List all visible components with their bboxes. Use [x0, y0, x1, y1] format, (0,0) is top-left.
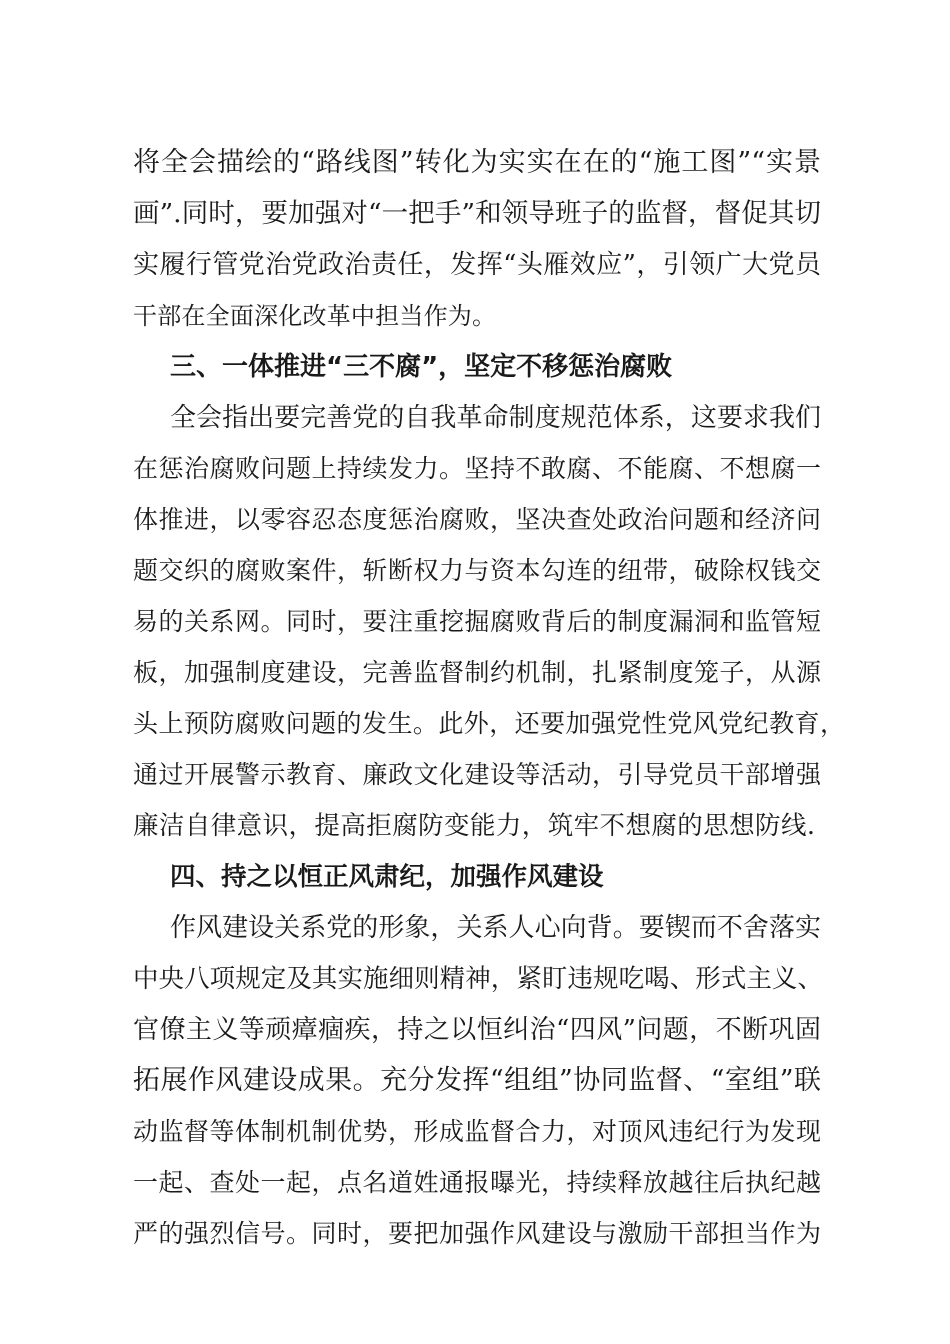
section-heading: [0, 345, 950, 389]
text-line: [0, 243, 950, 287]
text-line: [0, 1008, 950, 1052]
line-text: 通过开展警示教育、廉政文化建设等活动，引导党员干部增强: [133, 760, 821, 789]
text-line: [0, 702, 950, 746]
text-line: [0, 141, 950, 185]
text-line: [0, 1110, 950, 1154]
line-text: 板，加强制度建设，完善监督制约机制，扎紧制度笼子，从源: [133, 658, 821, 687]
text-line: [0, 498, 950, 542]
line-text: 体推进，以零容忍态度惩治腐败，坚决查处政治问题和经济问: [133, 505, 821, 534]
line-text: 严的强烈信号。同时，要把加强作风建设与激励干部担当作为: [133, 1219, 821, 1248]
line-text: 廉洁自律意识，提高拒腐防变能力，筑牢不想腐的思想防线.: [133, 811, 815, 841]
line-text: 实履行管党治党政治责任，发挥“头雁效应”，引领广大党员: [133, 250, 821, 280]
text-line: [0, 1059, 950, 1103]
line-text: 干部在全面深化改革中担当作为。: [133, 302, 496, 330]
section-heading: [0, 855, 950, 899]
line-text: 头上预防腐败问题的发生。此外，还要加强党性党风党纪教育，: [133, 709, 845, 738]
text-line: [0, 1161, 950, 1205]
text-line: [0, 1212, 950, 1256]
line-text: 拓展作风建设成果。充分发挥“组组”协同监督、“室组”联: [133, 1065, 821, 1096]
line-text: 动监督等体制机制优势，形成监督合力，对顶风违纪行为发现: [133, 1117, 821, 1146]
heading-text: 三、一体推进“三不腐”，坚定不移惩治腐败: [170, 352, 673, 382]
text-line: [0, 294, 950, 338]
text-line: [0, 906, 950, 950]
line-text: 中央八项规定及其实施细则精神，紧盯违规吃喝、形式主义、: [133, 964, 823, 994]
line-text: 全会指出要完善党的自我革命制度规范体系，这要求我们: [170, 403, 821, 433]
line-text: 将全会描绘的“路线图”转化为实实在在的“施工图”“实景: [133, 147, 821, 178]
text-line: [0, 804, 950, 848]
text-line: [0, 753, 950, 797]
line-text: 官僚主义等顽瘴痼疾，持之以恒纠治“四风”问题，不断巩固: [133, 1015, 821, 1045]
text-line: [0, 957, 950, 1001]
line-text: 在惩治腐败问题上持续发力。坚持不敢腐、不能腐、不想腐一: [133, 454, 821, 483]
line-text: 作风建设关系党的形象，关系人心向背。要锲而不舍落实: [170, 913, 821, 943]
text-line: [0, 447, 950, 491]
line-text: 易的关系网。同时，要注重挖掘腐败背后的制度漏洞和监管短: [133, 607, 821, 636]
line-text: 画”.同时，要加强对“一把手”和领导班子的监督，督促其切: [133, 198, 821, 229]
line-text: 题交织的腐败案件，斩断权力与资本勾连的纽带，破除权钱交: [133, 556, 821, 585]
text-line: [0, 651, 950, 695]
text-line: [0, 600, 950, 644]
text-line: [0, 192, 950, 236]
text-line: [0, 549, 950, 593]
heading-text: 四、持之以恒正风肃纪，加强作风建设: [170, 862, 604, 892]
text-line: [0, 396, 950, 440]
line-text: 一起、查处一起，点名道姓通报曝光，持续释放越往后执纪越: [133, 1168, 821, 1197]
